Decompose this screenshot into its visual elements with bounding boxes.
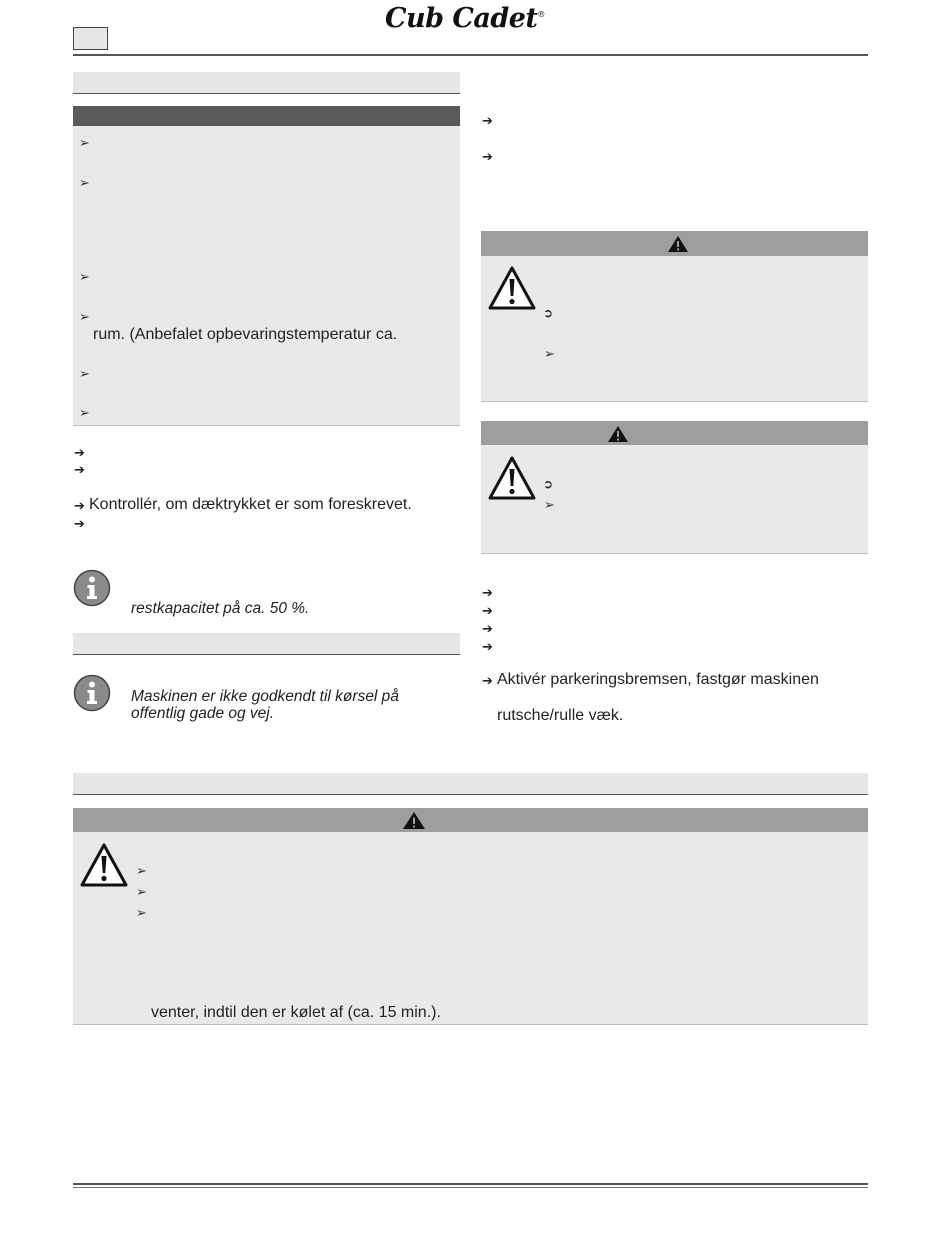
bullet-chevron-icon: ➢ — [544, 497, 555, 512]
brand-logo — [385, 3, 545, 34]
parking-brake-instruction-line2: rutsche/rulle væk. — [497, 707, 624, 724]
warning-title-bar — [481, 421, 868, 445]
bullet-arrow-icon: ➔ — [74, 498, 85, 513]
bullet-arrow-icon: ➔ — [482, 149, 493, 164]
bullet-arrow-icon: ➔ — [482, 603, 493, 618]
warning-triangle-icon — [402, 811, 426, 830]
parking-brake-instruction-line1: Aktivér parkeringsbremsen, fastgør maskinen — [497, 671, 819, 688]
bullet-chevron-icon: ➢ — [79, 269, 90, 284]
section-header-operation — [73, 773, 868, 795]
warning-large-icon — [487, 265, 537, 311]
road-approval-note-line1: Maskinen er ikke godkendt til kørsel på — [131, 688, 399, 705]
warning-panel — [481, 256, 868, 402]
logo-text: Cub Cadet — [385, 3, 538, 34]
warning-large-icon — [487, 455, 537, 501]
warning-title-bar — [481, 231, 868, 256]
bullet-arrow-icon: ➔ — [482, 585, 493, 600]
warning-triangle-icon — [667, 235, 689, 253]
info-icon — [73, 569, 111, 612]
bullet-circle-arrow-icon: ➲ — [543, 477, 554, 491]
page-number-box — [73, 27, 108, 50]
tire-pressure-check: Kontrollér, om dæktrykket er som foreskrevet. — [89, 496, 412, 513]
cooling-wait-instruction: venter, indtil den er kølet af (ca. 15 min.). — [151, 1004, 441, 1021]
bullet-arrow-icon: ➔ — [482, 673, 493, 688]
bullet-circle-arrow-icon: ➲ — [543, 306, 554, 320]
section-header-transport — [73, 633, 460, 655]
bullet-arrow-icon: ➔ — [482, 639, 493, 654]
storage-title-bar — [73, 106, 460, 126]
info-icon — [73, 674, 111, 717]
bullet-arrow-icon: ➔ — [74, 445, 85, 460]
warning-triangle-icon — [607, 425, 629, 443]
bullet-chevron-icon: ➢ — [79, 309, 90, 324]
warning-title-bar — [73, 808, 868, 832]
bullet-chevron-icon: ➢ — [79, 135, 90, 150]
bullet-chevron-icon: ➢ — [136, 884, 147, 899]
bullet-arrow-icon: ➔ — [482, 621, 493, 636]
bullet-chevron-icon: ➢ — [79, 405, 90, 420]
road-approval-note-line2: offentlig gade og vej. — [131, 705, 275, 722]
footer-rule — [73, 1183, 868, 1185]
bullet-chevron-icon: ➢ — [79, 175, 90, 190]
bullet-arrow-icon: ➔ — [74, 462, 85, 477]
bullet-arrow-icon: ➔ — [482, 113, 493, 128]
warning-panel — [73, 832, 868, 1025]
bullet-chevron-icon: ➢ — [136, 905, 147, 920]
warning-panel — [481, 445, 868, 554]
section-header-storage — [73, 72, 460, 94]
header-rule — [73, 54, 868, 56]
bullet-chevron-icon: ➢ — [544, 346, 555, 361]
storage-panel — [73, 126, 460, 426]
storage-temperature-line: rum. (Anbefalet opbevaringstemperatur ca. — [93, 326, 398, 343]
battery-capacity-note: restkapacitet på ca. 50 %. — [131, 600, 310, 617]
warning-large-icon — [79, 842, 129, 888]
logo-registered-mark: ® — [537, 10, 545, 19]
bullet-chevron-icon: ➢ — [79, 366, 90, 381]
footer-rule-thin — [73, 1187, 868, 1188]
bullet-chevron-icon: ➢ — [136, 863, 147, 878]
bullet-arrow-icon: ➔ — [74, 516, 85, 531]
